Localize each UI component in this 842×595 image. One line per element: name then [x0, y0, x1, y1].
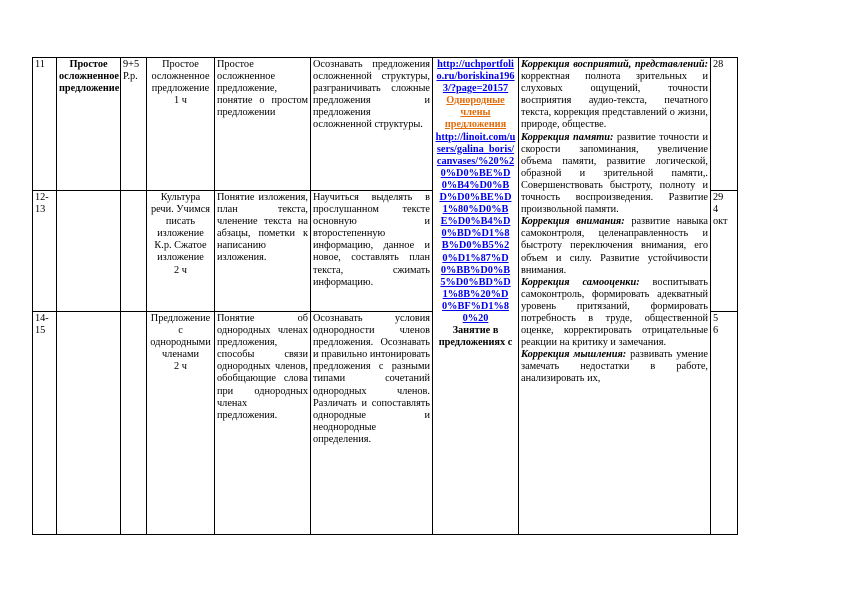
correction-memory-text: развитие точности и скорости запоминания, увеличение объема памяти, развитие логической, образной и зрительной памяти,. Совершенствовать быстроту, полноту и точность воспроизведения. Развитие произвольной памяти.	[521, 131, 708, 216]
correction-attention-title: Коррекция внимания:	[521, 216, 625, 228]
concepts-cell: Простое осложненное предложение, понятие о простом предложении	[215, 58, 311, 191]
lesson-type-cell: 9+5 Р.р.	[121, 58, 147, 191]
resource-link-2-caption: Занятие в предложениях с	[438, 325, 513, 349]
correction-thinking-text: развивать умение замечать недостатки в работе, анализировать их,	[521, 349, 708, 385]
theme-cell	[147, 312, 215, 535]
topic-cell	[57, 191, 121, 312]
goals-cell: Осознавать предложения осложненной структуры, разграничивать сложные предложения и предложения осложненной структуры.	[311, 58, 433, 191]
theme-text: Культура речи. Учимся писать изложение К.р. Сжатое изложение	[150, 192, 211, 264]
topic-cell: Простое осложненное предложение	[57, 58, 121, 191]
row-number: 14-15	[33, 312, 57, 535]
resources-cell	[433, 58, 519, 535]
hours-text: 1 ч	[174, 95, 187, 107]
theme-text: Предложение с однородными членами	[150, 313, 211, 361]
concepts-cell: Понятие об однородных членах предложения, способы связи однородных членов, обобщающие слова при однородных членах предложения.	[215, 312, 311, 535]
resource-link-1[interactable]: http://uchportfolio.ru/boriskina1963/?page=20157	[436, 59, 515, 95]
date-cell: 29 4 окт	[711, 191, 738, 312]
lesson-type-cell	[121, 191, 147, 312]
correction-selfesteem-title: Коррекция самооценки:	[521, 276, 640, 288]
row-number: 12-13	[33, 191, 57, 312]
correction-perception-text: корректная полнота зрительных и слуховых ощущений, точности восприятия аудио-текста, печатного текста, коррекция представлений о жизни, природе, обществе.	[521, 71, 708, 131]
goals-cell: Научиться выделять в прослушанном тексте основную и второстепенную информацию, данное и новое, составлять план текста, сжимать информацию.	[311, 191, 433, 312]
date-cell: 28	[711, 58, 738, 191]
hours-text: 2 ч	[174, 264, 187, 276]
lesson-plan-table	[32, 57, 738, 535]
correction-attention-text: развитие навыка самоконтроля, целенаправленность и быстроту переключения внимания, его объем и силу. Развитие устойчивости внимания.	[521, 216, 708, 276]
correction-memory-title: Коррекция памяти:	[521, 131, 614, 143]
theme-cell	[147, 58, 215, 191]
correction-thinking-title: Коррекция мышления:	[521, 349, 627, 361]
lesson-type-cell	[121, 312, 147, 535]
table-row	[33, 58, 738, 191]
goals-cell: Осознавать условия однородности членов предложения. Осознавать и правильно интонировать предложения с разными типами сочетаний однородных членов. Различать и сопоставлять однородные и неоднородные определения.	[311, 312, 433, 535]
concepts-cell: Понятие изложения, план текста, членение текста на абзацы, пометки к написанию изложения.	[215, 191, 311, 312]
topic-cell	[57, 312, 121, 535]
resource-link-1-caption[interactable]: Однородные члены предложения	[444, 95, 507, 131]
date-cell: 5 6	[711, 312, 738, 535]
correction-cell	[519, 58, 711, 535]
resource-link-2[interactable]: http://linoit.com/users/galina_boris/canvases/%20%20%D0%BE%D0%B4%D0%BD%D0%BE%D1%80%D0%BE%D0%B4%D0%BD%D1%8B%D0%B5%20%D1%87%D0%BB%D0%B5%D0%BD%D1%8B%20%D0%BF%D1%80%20	[435, 131, 516, 324]
theme-text: Простое осложненное предложение	[151, 59, 210, 95]
correction-selfesteem-text: воспитывать самоконтроль, формировать адекватный уровень притязаний, формировать потребность в труде, общественной оценке, корректировать отрицательные реакции на критику и замечания.	[521, 276, 708, 349]
correction-perception-title: Коррекция восприятий, представлений:	[521, 59, 708, 70]
hours-text: 2 ч	[174, 361, 187, 373]
theme-cell	[147, 191, 215, 312]
row-number: 11	[33, 58, 57, 191]
